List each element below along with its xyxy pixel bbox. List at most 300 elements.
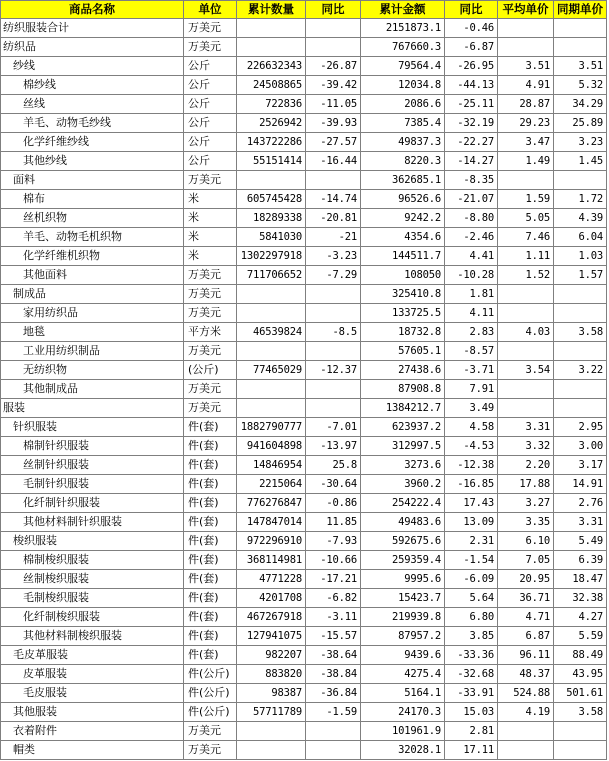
table-row [1, 361, 607, 380]
cell-prior-period-unit-price: 34.29 [554, 95, 607, 114]
cell-amount-yoy: -8.80 [445, 209, 498, 228]
cell-quantity-yoy: -16.44 [306, 152, 361, 171]
cell-amount-yoy: -32.19 [445, 114, 498, 133]
cell-product-name: 其他纱线 [1, 152, 184, 171]
header-amount-yoy: 同比 [445, 1, 498, 19]
table-row [1, 76, 607, 95]
cell-cumulative-quantity: 127941075 [237, 627, 306, 646]
cell-product-name: 化学纤维纱线 [1, 133, 184, 152]
cell-average-unit-price [498, 19, 554, 38]
cell-amount-yoy: -8.57 [445, 342, 498, 361]
cell-product-name: 棉制针织服装 [1, 437, 184, 456]
cell-unit: 万美元 [184, 19, 237, 38]
cell-average-unit-price [498, 741, 554, 760]
cell-cumulative-amount: 9439.6 [361, 646, 445, 665]
cell-prior-period-unit-price: 5.59 [554, 627, 607, 646]
cell-unit: 件(套) [184, 494, 237, 513]
cell-unit: 件(套) [184, 475, 237, 494]
cell-prior-period-unit-price: 4.39 [554, 209, 607, 228]
header-quantity-yoy: 同比 [306, 1, 361, 19]
cell-average-unit-price: 4.91 [498, 76, 554, 95]
cell-prior-period-unit-price: 14.91 [554, 475, 607, 494]
cell-product-name: 纺织品 [1, 38, 184, 57]
cell-average-unit-price: 1.59 [498, 190, 554, 209]
cell-cumulative-quantity: 14846954 [237, 456, 306, 475]
cell-cumulative-amount: 15423.7 [361, 589, 445, 608]
table-row [1, 722, 607, 741]
header-cumulative-amount: 累计金额 [361, 1, 445, 19]
cell-cumulative-quantity: 147847014 [237, 513, 306, 532]
cell-product-name: 面料 [1, 171, 184, 190]
table-row [1, 399, 607, 418]
cell-cumulative-amount: 219939.8 [361, 608, 445, 627]
cell-average-unit-price: 6.87 [498, 627, 554, 646]
cell-quantity-yoy: -17.21 [306, 570, 361, 589]
cell-cumulative-amount: 2086.6 [361, 95, 445, 114]
cell-unit: 件(套) [184, 646, 237, 665]
cell-quantity-yoy [306, 741, 361, 760]
cell-cumulative-amount: 32028.1 [361, 741, 445, 760]
cell-product-name: 毛皮革服装 [1, 646, 184, 665]
cell-unit: 件(套) [184, 418, 237, 437]
cell-average-unit-price: 17.88 [498, 475, 554, 494]
cell-average-unit-price: 3.35 [498, 513, 554, 532]
cell-cumulative-quantity: 4771228 [237, 570, 306, 589]
cell-unit: 米 [184, 247, 237, 266]
cell-average-unit-price [498, 285, 554, 304]
cell-product-name: 毛制梭织服装 [1, 589, 184, 608]
table-row [1, 323, 607, 342]
table-row [1, 190, 607, 209]
cell-prior-period-unit-price: 43.95 [554, 665, 607, 684]
cell-product-name: 针织服装 [1, 418, 184, 437]
cell-quantity-yoy: -0.86 [306, 494, 361, 513]
table-row [1, 646, 607, 665]
cell-quantity-yoy [306, 380, 361, 399]
cell-product-name: 服装 [1, 399, 184, 418]
cell-unit: 公斤 [184, 76, 237, 95]
cell-cumulative-quantity [237, 342, 306, 361]
cell-unit: 米 [184, 228, 237, 247]
cell-cumulative-quantity: 46539824 [237, 323, 306, 342]
cell-product-name: 化学纤维机织物 [1, 247, 184, 266]
cell-quantity-yoy: -1.59 [306, 703, 361, 722]
cell-cumulative-amount: 108050 [361, 266, 445, 285]
cell-cumulative-amount: 2151873.1 [361, 19, 445, 38]
cell-average-unit-price: 36.71 [498, 589, 554, 608]
cell-cumulative-amount: 767660.3 [361, 38, 445, 57]
cell-cumulative-quantity: 722836 [237, 95, 306, 114]
cell-quantity-yoy: -26.87 [306, 57, 361, 76]
cell-cumulative-amount: 96526.6 [361, 190, 445, 209]
cell-average-unit-price: 2.20 [498, 456, 554, 475]
cell-cumulative-amount: 27438.6 [361, 361, 445, 380]
cell-product-name: 棉布 [1, 190, 184, 209]
cell-average-unit-price: 7.05 [498, 551, 554, 570]
table-row [1, 456, 607, 475]
cell-cumulative-amount: 9995.6 [361, 570, 445, 589]
cell-cumulative-amount: 7385.4 [361, 114, 445, 133]
cell-unit: 件(套) [184, 589, 237, 608]
table-row [1, 133, 607, 152]
cell-amount-yoy: -26.95 [445, 57, 498, 76]
cell-quantity-yoy: -20.81 [306, 209, 361, 228]
cell-cumulative-amount: 362685.1 [361, 171, 445, 190]
table-row [1, 57, 607, 76]
cell-product-name: 工业用纺织制品 [1, 342, 184, 361]
cell-quantity-yoy: -6.82 [306, 589, 361, 608]
cell-average-unit-price: 1.52 [498, 266, 554, 285]
cell-cumulative-amount: 133725.5 [361, 304, 445, 323]
cell-prior-period-unit-price: 3.58 [554, 323, 607, 342]
cell-quantity-yoy: -39.93 [306, 114, 361, 133]
table-row [1, 209, 607, 228]
table-row [1, 152, 607, 171]
cell-cumulative-quantity: 18289338 [237, 209, 306, 228]
cell-product-name: 毛制针织服装 [1, 475, 184, 494]
table-row [1, 418, 607, 437]
cell-prior-period-unit-price [554, 722, 607, 741]
table-row [1, 304, 607, 323]
cell-unit: 万美元 [184, 380, 237, 399]
cell-cumulative-quantity [237, 285, 306, 304]
header-average-unit-price: 平均单价 [498, 1, 554, 19]
cell-cumulative-amount: 87908.8 [361, 380, 445, 399]
cell-quantity-yoy [306, 342, 361, 361]
cell-quantity-yoy [306, 38, 361, 57]
cell-prior-period-unit-price: 5.49 [554, 532, 607, 551]
cell-quantity-yoy [306, 171, 361, 190]
cell-product-name: 其他材料制针织服装 [1, 513, 184, 532]
cell-amount-yoy: -16.85 [445, 475, 498, 494]
cell-quantity-yoy: 11.85 [306, 513, 361, 532]
cell-product-name: 纺织服装合计 [1, 19, 184, 38]
cell-cumulative-amount: 79564.4 [361, 57, 445, 76]
cell-average-unit-price: 3.32 [498, 437, 554, 456]
cell-cumulative-quantity: 982207 [237, 646, 306, 665]
cell-average-unit-price: 3.51 [498, 57, 554, 76]
cell-unit: 件(套) [184, 627, 237, 646]
cell-quantity-yoy: -27.57 [306, 133, 361, 152]
cell-product-name: 丝制梭织服装 [1, 570, 184, 589]
cell-amount-yoy: 3.85 [445, 627, 498, 646]
cell-product-name: 梭织服装 [1, 532, 184, 551]
cell-prior-period-unit-price [554, 741, 607, 760]
table-body [1, 19, 607, 760]
cell-unit: 万美元 [184, 285, 237, 304]
cell-amount-yoy: -12.38 [445, 456, 498, 475]
cell-prior-period-unit-price [554, 38, 607, 57]
cell-quantity-yoy: -38.64 [306, 646, 361, 665]
cell-prior-period-unit-price: 3.58 [554, 703, 607, 722]
cell-amount-yoy: -32.68 [445, 665, 498, 684]
cell-product-name: 皮革服装 [1, 665, 184, 684]
cell-cumulative-quantity [237, 741, 306, 760]
cell-product-name: 纱线 [1, 57, 184, 76]
table-row [1, 703, 607, 722]
cell-cumulative-quantity [237, 380, 306, 399]
cell-cumulative-amount: 144511.7 [361, 247, 445, 266]
cell-unit: 万美元 [184, 304, 237, 323]
cell-prior-period-unit-price: 25.89 [554, 114, 607, 133]
cell-prior-period-unit-price [554, 19, 607, 38]
cell-product-name: 毛皮服装 [1, 684, 184, 703]
cell-amount-yoy: -1.54 [445, 551, 498, 570]
cell-amount-yoy: 3.49 [445, 399, 498, 418]
cell-unit: 万美元 [184, 399, 237, 418]
table-row [1, 228, 607, 247]
cell-product-name: 其他制成品 [1, 380, 184, 399]
cell-cumulative-amount: 18732.8 [361, 323, 445, 342]
cell-prior-period-unit-price: 3.22 [554, 361, 607, 380]
cell-prior-period-unit-price: 5.32 [554, 76, 607, 95]
header-prior-period-unit-price: 同期单价 [554, 1, 607, 19]
cell-quantity-yoy: -13.97 [306, 437, 361, 456]
cell-prior-period-unit-price: 3.00 [554, 437, 607, 456]
cell-cumulative-amount: 57605.1 [361, 342, 445, 361]
cell-cumulative-quantity: 883820 [237, 665, 306, 684]
header-product-name: 商品名称 [1, 1, 184, 19]
cell-average-unit-price [498, 171, 554, 190]
cell-prior-period-unit-price: 501.61 [554, 684, 607, 703]
cell-prior-period-unit-price [554, 171, 607, 190]
cell-cumulative-quantity: 98387 [237, 684, 306, 703]
cell-cumulative-amount: 49483.6 [361, 513, 445, 532]
cell-average-unit-price [498, 342, 554, 361]
cell-cumulative-amount: 3273.6 [361, 456, 445, 475]
cell-cumulative-amount: 8220.3 [361, 152, 445, 171]
cell-average-unit-price: 3.27 [498, 494, 554, 513]
cell-cumulative-quantity: 4201708 [237, 589, 306, 608]
cell-cumulative-quantity [237, 19, 306, 38]
cell-amount-yoy: 2.31 [445, 532, 498, 551]
cell-amount-yoy: -0.46 [445, 19, 498, 38]
table-row [1, 551, 607, 570]
cell-amount-yoy: 17.11 [445, 741, 498, 760]
cell-prior-period-unit-price: 3.31 [554, 513, 607, 532]
cell-unit: 万美元 [184, 38, 237, 57]
cell-amount-yoy: -25.11 [445, 95, 498, 114]
cell-product-name: 家用纺织品 [1, 304, 184, 323]
cell-cumulative-quantity: 776276847 [237, 494, 306, 513]
cell-cumulative-quantity: 24508865 [237, 76, 306, 95]
cell-quantity-yoy: -7.01 [306, 418, 361, 437]
cell-prior-period-unit-price: 3.51 [554, 57, 607, 76]
cell-quantity-yoy: -11.05 [306, 95, 361, 114]
cell-cumulative-amount: 49837.3 [361, 133, 445, 152]
cell-prior-period-unit-price: 88.49 [554, 646, 607, 665]
cell-prior-period-unit-price: 2.76 [554, 494, 607, 513]
cell-prior-period-unit-price: 1.57 [554, 266, 607, 285]
cell-cumulative-quantity: 972296910 [237, 532, 306, 551]
cell-cumulative-quantity [237, 171, 306, 190]
cell-product-name: 丝线 [1, 95, 184, 114]
cell-product-name: 化纤制针织服装 [1, 494, 184, 513]
cell-amount-yoy: 4.11 [445, 304, 498, 323]
cell-unit: 件(套) [184, 513, 237, 532]
cell-product-name: 棉制梭织服装 [1, 551, 184, 570]
header-unit: 单位 [184, 1, 237, 19]
cell-prior-period-unit-price: 32.38 [554, 589, 607, 608]
cell-cumulative-quantity: 143722286 [237, 133, 306, 152]
cell-quantity-yoy [306, 399, 361, 418]
cell-cumulative-amount: 4354.6 [361, 228, 445, 247]
table-row [1, 741, 607, 760]
cell-average-unit-price: 3.47 [498, 133, 554, 152]
cell-quantity-yoy: -38.84 [306, 665, 361, 684]
cell-cumulative-quantity [237, 399, 306, 418]
cell-quantity-yoy: -3.11 [306, 608, 361, 627]
cell-quantity-yoy: -8.5 [306, 323, 361, 342]
cell-unit: 公斤 [184, 133, 237, 152]
cell-amount-yoy: -4.53 [445, 437, 498, 456]
cell-average-unit-price [498, 38, 554, 57]
cell-unit: 公斤 [184, 114, 237, 133]
cell-amount-yoy: -2.46 [445, 228, 498, 247]
cell-product-name: 其他面料 [1, 266, 184, 285]
cell-unit: 万美元 [184, 342, 237, 361]
cell-cumulative-amount: 3960.2 [361, 475, 445, 494]
cell-product-name: 丝机织物 [1, 209, 184, 228]
table-row [1, 589, 607, 608]
cell-product-name: 其他服装 [1, 703, 184, 722]
table-row [1, 38, 607, 57]
cell-average-unit-price: 1.11 [498, 247, 554, 266]
cell-amount-yoy: 2.81 [445, 722, 498, 741]
cell-average-unit-price: 7.46 [498, 228, 554, 247]
cell-cumulative-amount: 623937.2 [361, 418, 445, 437]
cell-quantity-yoy: -36.84 [306, 684, 361, 703]
table-row [1, 532, 607, 551]
cell-cumulative-quantity [237, 304, 306, 323]
cell-prior-period-unit-price: 6.04 [554, 228, 607, 247]
cell-unit: 万美元 [184, 171, 237, 190]
cell-cumulative-quantity: 2526942 [237, 114, 306, 133]
cell-average-unit-price: 524.88 [498, 684, 554, 703]
cell-cumulative-amount: 87957.2 [361, 627, 445, 646]
cell-unit: 万美元 [184, 266, 237, 285]
cell-amount-yoy: -8.35 [445, 171, 498, 190]
cell-amount-yoy: -33.91 [445, 684, 498, 703]
cell-prior-period-unit-price: 6.39 [554, 551, 607, 570]
cell-prior-period-unit-price [554, 304, 607, 323]
cell-unit: 公斤 [184, 95, 237, 114]
cell-average-unit-price: 29.23 [498, 114, 554, 133]
cell-unit: 件(公斤) [184, 703, 237, 722]
cell-cumulative-quantity: 1302297918 [237, 247, 306, 266]
cell-average-unit-price: 28.87 [498, 95, 554, 114]
cell-product-name: 化纤制梭织服装 [1, 608, 184, 627]
cell-cumulative-quantity: 226632343 [237, 57, 306, 76]
cell-cumulative-amount: 325410.8 [361, 285, 445, 304]
cell-amount-yoy: 15.03 [445, 703, 498, 722]
cell-amount-yoy: 7.91 [445, 380, 498, 399]
cell-average-unit-price [498, 399, 554, 418]
cell-product-name: 地毯 [1, 323, 184, 342]
cell-cumulative-quantity: 711706652 [237, 266, 306, 285]
table-row [1, 19, 607, 38]
cell-quantity-yoy: -14.74 [306, 190, 361, 209]
cell-prior-period-unit-price: 1.03 [554, 247, 607, 266]
table-row [1, 247, 607, 266]
cell-prior-period-unit-price: 1.45 [554, 152, 607, 171]
cell-cumulative-quantity: 57711789 [237, 703, 306, 722]
cell-prior-period-unit-price: 3.17 [554, 456, 607, 475]
cell-unit: 件(套) [184, 551, 237, 570]
cell-unit: 件(套) [184, 570, 237, 589]
cell-amount-yoy: -6.87 [445, 38, 498, 57]
cell-average-unit-price: 1.49 [498, 152, 554, 171]
cell-unit: 件(公斤) [184, 665, 237, 684]
cell-amount-yoy: 2.83 [445, 323, 498, 342]
table-row [1, 114, 607, 133]
cell-amount-yoy: 5.64 [445, 589, 498, 608]
cell-product-name: 羊毛、动物毛机织物 [1, 228, 184, 247]
cell-prior-period-unit-price: 4.27 [554, 608, 607, 627]
cell-quantity-yoy: -10.66 [306, 551, 361, 570]
cell-quantity-yoy [306, 304, 361, 323]
cell-quantity-yoy: -15.57 [306, 627, 361, 646]
cell-cumulative-amount: 101961.9 [361, 722, 445, 741]
cell-product-name: 棉纱线 [1, 76, 184, 95]
cell-unit: (公斤) [184, 361, 237, 380]
cell-amount-yoy: -22.27 [445, 133, 498, 152]
cell-prior-period-unit-price: 3.23 [554, 133, 607, 152]
cell-average-unit-price: 4.71 [498, 608, 554, 627]
cell-quantity-yoy: -30.64 [306, 475, 361, 494]
cell-amount-yoy: 13.09 [445, 513, 498, 532]
cell-cumulative-amount: 312997.5 [361, 437, 445, 456]
cell-average-unit-price [498, 380, 554, 399]
table-row [1, 342, 607, 361]
cell-quantity-yoy: -7.93 [306, 532, 361, 551]
cell-unit: 件(套) [184, 532, 237, 551]
cell-prior-period-unit-price [554, 399, 607, 418]
cell-unit: 件(套) [184, 437, 237, 456]
table-row [1, 95, 607, 114]
cell-cumulative-quantity: 467267918 [237, 608, 306, 627]
cell-average-unit-price: 6.10 [498, 532, 554, 551]
cell-amount-yoy: 4.58 [445, 418, 498, 437]
table-row [1, 513, 607, 532]
cell-average-unit-price [498, 304, 554, 323]
cell-cumulative-quantity: 5841030 [237, 228, 306, 247]
cell-amount-yoy: -14.27 [445, 152, 498, 171]
cell-quantity-yoy: -12.37 [306, 361, 361, 380]
cell-amount-yoy: -3.71 [445, 361, 498, 380]
cell-average-unit-price: 3.31 [498, 418, 554, 437]
cell-prior-period-unit-price [554, 342, 607, 361]
cell-amount-yoy: -33.36 [445, 646, 498, 665]
cell-unit: 件(套) [184, 608, 237, 627]
cell-unit: 平方米 [184, 323, 237, 342]
cell-product-name: 衣着附件 [1, 722, 184, 741]
cell-unit: 万美元 [184, 722, 237, 741]
table-row [1, 380, 607, 399]
cell-amount-yoy: -21.07 [445, 190, 498, 209]
cell-quantity-yoy: -7.29 [306, 266, 361, 285]
cell-quantity-yoy: -39.42 [306, 76, 361, 95]
cell-cumulative-amount: 24170.3 [361, 703, 445, 722]
cell-quantity-yoy: -21 [306, 228, 361, 247]
cell-unit: 公斤 [184, 152, 237, 171]
cell-average-unit-price: 4.19 [498, 703, 554, 722]
cell-cumulative-quantity [237, 38, 306, 57]
cell-quantity-yoy: 25.8 [306, 456, 361, 475]
cell-amount-yoy: 6.80 [445, 608, 498, 627]
cell-amount-yoy: 1.81 [445, 285, 498, 304]
cell-unit: 米 [184, 190, 237, 209]
